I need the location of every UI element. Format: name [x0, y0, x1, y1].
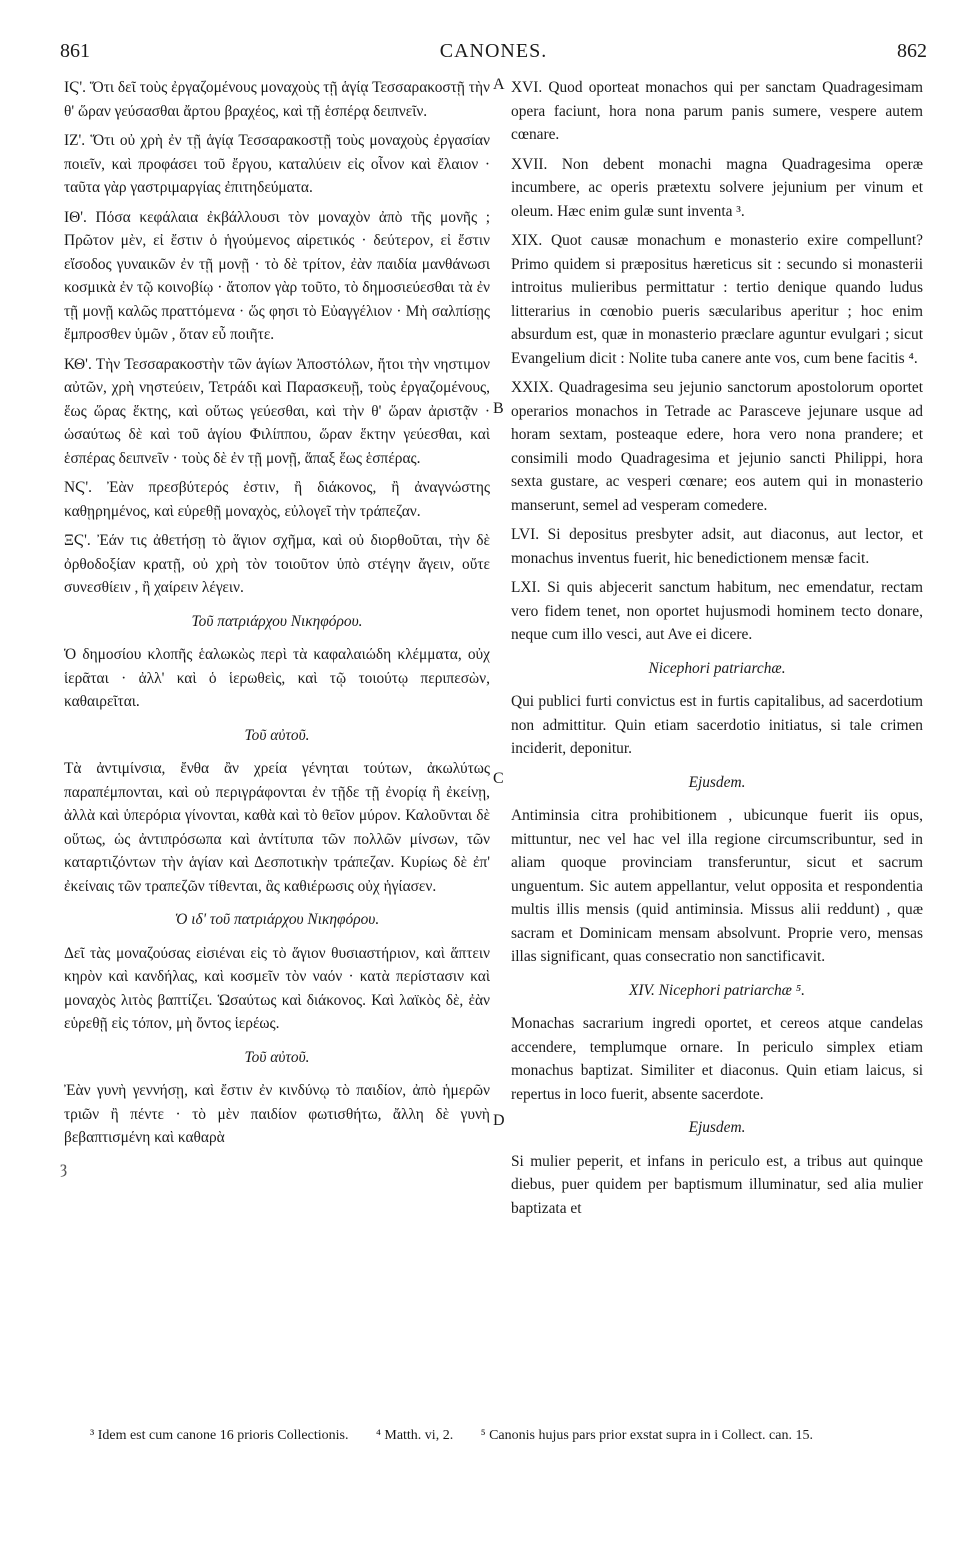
footnote-4: ⁴ Matth. vi, 2. [375, 1428, 454, 1443]
latin-column [511, 76, 923, 1220]
footnotes [90, 1426, 930, 1446]
greek-nicephorus-14: Δεῖ τὰς μοναζούσας εἰσιέναι εἰς τὸ ἅγιον θυσιαστήριον, καὶ ἅπτειν κηρὸν καὶ κανδήλας, καὶ κοσμεῖν τὸν ναόν · κατὰ περίστασιν καὶ μοναχὸς λιτὸς βαπτίζει. Ὡσαύτως καὶ διάκονος. Καὶ λαϊκὸς δὲ, ἐὰν εὑρεθῇ εἰς τόπον, μὴ ὄντος ἱερέως. [64, 944, 490, 1032]
footnote-5: ⁵ Canonis hujus pars prior exstat supra in i Collect. can. 15. [480, 1428, 813, 1443]
latin-heading-nicephorus-14: XIV. Nicephori patriarchæ ⁵. [629, 981, 805, 999]
footnote-3: ³ Idem est cum canone 16 prioris Collectionis. [90, 1428, 349, 1443]
greek-heading-ejusdem-1: Τοῦ αὐτοῦ. [244, 726, 310, 744]
margin-letter-a: A [493, 76, 505, 93]
greek-heading-nicephorus: Τοῦ πατριάρχου Νικηφόρου. [191, 612, 363, 630]
greek-heading-nicephorus-14: Ὁ ιδ' τοῦ πατριάρχου Νικηφόρου. [174, 911, 380, 928]
latin-heading-ejusdem-1: Ejusdem. [688, 773, 746, 791]
greek-nicephorus-2: Τὰ ἀντιμίνσια, ἔνθα ἂν χρεία γένηται τούτων, ἀκωλύτως παραπέμπονται, καὶ οὐ περιγράφονται ἐν τῇδε τῇ ἐνορίᾳ ἢ ἐκείνῃ, ἀλλὰ καὶ ὑπερόρια γίνονται, καθὰ καὶ τὸ θεῖον μύρον. Καλοῦνται δὲ οὕτως, ὡς ἀντιπρόσωπα καὶ ἀντίτυπα τῶν πολλῶν μίνσων, τῶν καταρτιζόντων τὴν ἁγίαν καὶ Δεσποτικὴν τράπεζαν. Κυρίως δὲ ἐπ' ἐκείναις τῶν τραπεζῶν τίθενται, ἃς καθιέρωσις οὐχ ἡγίασεν. [64, 760, 490, 895]
latin-nicephorus-2: Antiminsia citra prohibitionem , ubicunque fuerit iis opus, mittuntur, nec vel hac vel illa regione circumscribuntur, sed in aliam quoque provinciam transferuntur, sicut et sacrum unguentum. Sic autem appellantur, velut opposita et respondentia multis illis mensis (quid antiminsia. Missus alii reddunt) , quæ sacram et Dominicam mensam absolvunt. Proprie vero, mensas illas significant, quas consecratio non sanctificavit. [511, 807, 923, 965]
latin-canon-29: XXIX. Quadragesima seu jejunio sanctorum apostolorum oportet operarios monachos in Tetrade ac Parasceve jejunare usque ad horam sextam, posteaque edere, hora vero nona prandere; et consimili modo Quadragesima et jejunio sancti Philippi, hora sexta gustare, ac vesperi cœnare; eos autem qui in monasterio manserunt, semel ad vesperam comedere. [511, 379, 923, 514]
margin-letter-c: C [493, 770, 504, 787]
latin-canon-61: LXI. Si quis abjecerit sanctum habitum, nec emendatur, rectam vero fidem tenet, non oportet hujusmodi hominem tecto donare, neque cum illo vesci, aut Ave ei dicere. [511, 579, 923, 643]
greek-nicephorus-15: Ἐὰν γυνὴ γεννήσῃ, καὶ ἔστιν ἐν κινδύνῳ τὸ παιδίον, ἀπὸ ἡμερῶν τριῶν ἢ πέντε · τὸ μὲν παιδίον φωτισθήτω, ἄλλη δὲ γυνὴ βεβαπτισμένη καὶ καθαρὰ [64, 1082, 490, 1146]
right-page-number: 862 [897, 40, 927, 62]
latin-nicephorus-15: Si mulier peperit, et infans in periculo est, a tribus aut quinque diebus, puer quidem per baptismum illuminatur, sed alia mulier baptizata et [511, 1152, 923, 1217]
latin-heading-ejusdem-2: Ejusdem. [688, 1119, 746, 1136]
greek-canon-16: ΙϚ'. Ὅτι δεῖ τοὺς ἐργαζομένους μοναχοὺς τῇ ἁγίᾳ Τεσσαρακοστῇ τὴν θ' ὥραν γεύσασθαι ἄρτου βραχέος, καὶ τῇ ἑσπέρᾳ δειπνεῖν. [64, 79, 490, 120]
greek-heading-ejusdem-2: Τοῦ αὐτοῦ. [244, 1048, 310, 1066]
latin-nicephorus-1: Qui publici furti convictus est in furtis capitalibus, ad sacerdotium non admittitur. Quin etiam sacerdotio initiatus, si tale crimen inciderit, deponitur. [511, 693, 923, 757]
margin-letter-d: D [493, 1112, 505, 1129]
latin-canon-19: XIX. Quot causæ monachum e monasterio exire compellunt? Primo quidem si præpositus hæreticus sit : secundo si monasterii introitus mulieribus permittatur : tertio denique quando ludus litterarius in cœnobio pueris sæcularibus aperitur ; hoc enim absurdum est, quæ in monasterio præclare aguntur evulgari ; sicut Evangelium dicit : Nolite tuba canere ante vos, cum bene facitis ⁴. [511, 232, 923, 367]
margin-mark: ȝ [60, 1157, 68, 1177]
latin-canon-16: XVI. Quod oporteat monachos qui per sanctam Quadragesimam opera faciunt, hora nona parum panis sumere, vespere autem cœnare. [511, 79, 923, 143]
left-page-number: 861 [60, 40, 90, 62]
greek-canon-66: ΞϚ'. Ἐάν τις ἀθετήσῃ τὸ ἅγιον σχῆμα, καὶ οὐ διορθοῦται, τὴν δὲ ὀρθοδοξίαν κρατῇ, οὐ χρὴ τὸν τοιοῦτον ὑπὸ στέγην ἄγειν, οὔτε συνεσθίειν , ἢ χαίρειν λέγειν. [64, 532, 490, 596]
latin-canon-17: XVII. Non debent monachi magna Quadragesima operæ incumbere, ac operis prætextu solvere jejunium per vinum et oleum. Hæc enim gulæ sunt inventa ³. [511, 155, 923, 220]
greek-canon-17: ΙΖ'. Ὅτι οὐ χρὴ ἐν τῇ ἁγίᾳ Τεσσαρακοστῇ τοὺς μοναχοὺς ἐργασίαν ποιεῖν, καὶ προφάσει τοῦ ἔργου, καταλύειν εἰς οἶνον καὶ ἔλαιον · ταῦτα γὰρ γαστριμαργίας ἐπιτηδεύματα. [64, 132, 490, 196]
greek-nicephorus-1: Ὁ δημοσίου κλοπῆς ἑαλωκὼς περὶ τὰ καφαλαιώδη κλέμματα, οὐχ ἱερᾶται · ἀλλ' καὶ ὁ ἱερωθεὶς, καὶ τῷ τοιούτῳ περιπεσὼν, καθαιρεῖται. [64, 646, 490, 710]
greek-column [64, 76, 490, 1150]
latin-canon-56: LVI. Si depositus presbyter adsit, aut diaconus, aut lector, et monachus inventus fuerit, hic benedictionem mensæ facit. [511, 526, 923, 567]
greek-canon-56: ΝϚ'. Ἐὰν πρεσβύτερός ἐστιν, ἢ διάκονος, ἢ ἀναγνώστης καθῃρημένος, καὶ εὑρεθῇ μοναχὸς, εὐλογεῖ τὴν τράπεζαν. [64, 479, 490, 520]
latin-nicephorus-14: Monachas sacrarium ingredi oportet, et cereos atque candelas accendere, templumque ornare. In periculo simplex etiam monachus baptizat. Similiter et diaconus. Quin etiam laicus, si repertus in loco fuerit, absente sacerdote. [511, 1015, 923, 1103]
page-header [60, 40, 927, 68]
running-title: CANONES. [439, 40, 548, 62]
latin-heading-nicephorus: Nicephori patriarchæ. [648, 659, 786, 677]
margin-letter-b: B [493, 400, 504, 417]
greek-canon-19: ΙΘ'. Πόσα κεφάλαια ἐκβάλλουσι τὸν μοναχὸν ἀπὸ τῆς μονῆς ; Πρῶτον μὲν, εἰ ἔστιν ὁ ἡγούμενος αἱρετικός · δεύτερον, εἰ ἔστιν εἴσοδος γυναικῶν ἐν τῇ μονῇ · τὸ δὲ τρίτον, ἐὰν παιδία μανθάνωσι κοσμικὰ ἐν τῷ κοινοβίῳ · ἄτοπον γὰρ τοῦτο, τὸ δημοσιεύεσθαι τὰ ἐν τῇ μονῇ καλῶς πραττόμενα · ὥς φησι τὸ Εὐαγγέλιον · Μὴ σαλπίσῃς ἔμπροσθεν ὑμῶν , ὅταν εὖ ποιῆτε. [64, 208, 490, 343]
greek-canon-29: ΚΘ'. Τὴν Τεσσαρακοστὴν τῶν ἁγίων Ἀποστόλων, ἤτοι τὴν νηστιμον αὐτῶν, χρὴ νηστεύειν, Τετράδι καὶ Παρασκευῇ, τοὺς ἐργαζομένους, ἕως ὥρας ἕκτης, καὶ οὕτως γεύεσθαι, καὶ τὴν θ' ὥραν ἀριστᾷν · ὡσαύτως δὲ καὶ τοῦ ἁγίου Φιλίππου, ὥραν ἕκτην γεύεσθαι, καὶ ἑσπέρας δειπνεῖν · τοὺς δὲ ἐν τῇ μονῇ, ἅπαξ ἕως ἑσπέρας. [64, 355, 490, 467]
